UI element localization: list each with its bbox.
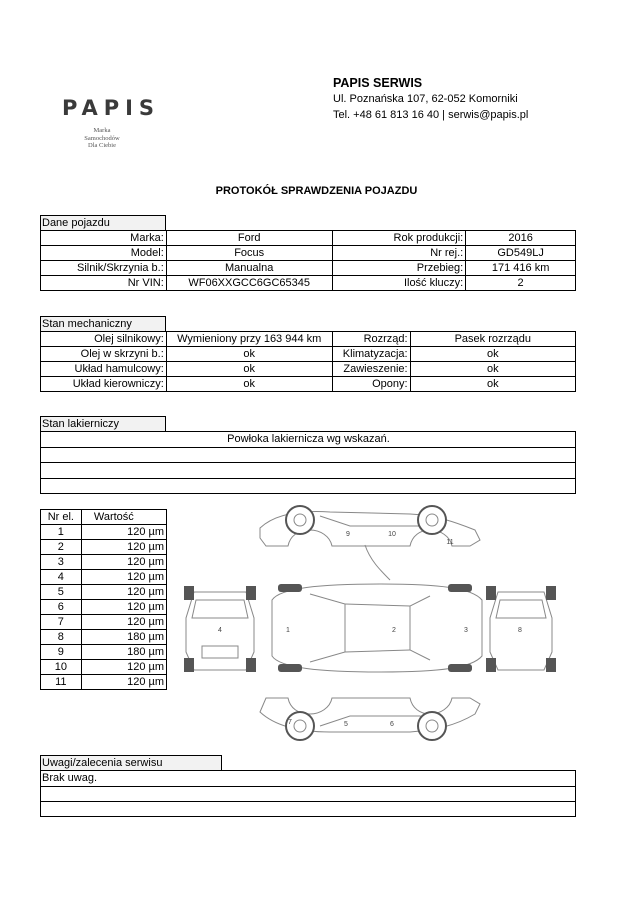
element-number: 5 [41, 585, 82, 600]
company-address: Ul. Poznańska 107, 62-052 Komorniki [333, 93, 518, 105]
logo-wordmark: PAPIS [62, 96, 161, 120]
table-row [41, 276, 576, 291]
vehicle-value: 2016 [466, 231, 576, 246]
paint-note-line [41, 479, 575, 495]
table-row [41, 362, 576, 377]
paint-measurements-table [40, 509, 167, 690]
element-number: 1 [41, 525, 82, 540]
diagram-label: 2 [392, 627, 396, 634]
mechanical-label: Układ hamulcowy: [41, 362, 167, 377]
column-header-value: Wartość [81, 510, 166, 525]
paint-notes-box [40, 431, 576, 494]
document-title: PROTOKÓŁ SPRAWDZENIA POJAZDU [215, 185, 418, 197]
thickness-value: 120 µm [81, 525, 166, 540]
table-row [41, 332, 576, 347]
remark-line [41, 787, 575, 803]
paint-section-header: Stan lakierniczy [40, 416, 166, 431]
element-number: 6 [41, 600, 82, 615]
company-name: PAPIS SERWIS [333, 76, 423, 90]
table-row [41, 246, 576, 261]
diagram-label: 8 [518, 627, 522, 634]
vehicle-section-header: Dane pojazdu [40, 215, 166, 230]
element-number: 8 [41, 630, 82, 645]
mechanical-section-header: Stan mechaniczny [40, 316, 166, 331]
paint-note-line [41, 448, 575, 464]
vehicle-label: Nr VIN: [41, 276, 167, 291]
thickness-value: 120 µm [81, 585, 166, 600]
thickness-value: 120 µm [81, 675, 166, 690]
thickness-value: 120 µm [81, 570, 166, 585]
mechanical-value: ok [166, 377, 332, 392]
company-contact: Tel. +48 61 813 16 40 | serwis@papis.pl [333, 109, 529, 121]
mechanical-label: Układ kierowniczy: [41, 377, 167, 392]
vehicle-value: 171 416 km [466, 261, 576, 276]
vehicle-label: Silnik/Skrzynia b.: [41, 261, 167, 276]
table-row [41, 231, 576, 246]
thickness-value: 120 µm [81, 555, 166, 570]
vehicle-label: Model: [41, 246, 167, 261]
table-header-row [41, 510, 167, 525]
car-body-diagram [180, 500, 560, 760]
vehicle-label: Marka: [41, 231, 167, 246]
thickness-value: 180 µm [81, 645, 166, 660]
vehicle-label: Ilość kluczy: [332, 276, 466, 291]
vehicle-value: Ford [166, 231, 332, 246]
vehicle-value: GD549LJ [466, 246, 576, 261]
table-row [41, 615, 167, 630]
mechanical-label: Opony: [332, 377, 410, 392]
table-row [41, 570, 167, 585]
logo-tagline-line: Samochodów [84, 134, 120, 142]
mechanical-label: Olej w skrzyni b.: [41, 347, 167, 362]
car-side-view-bottom [260, 698, 480, 740]
table-row [41, 540, 167, 555]
remarks-section-header: Uwagi/zalecenia serwisu [40, 755, 222, 770]
table-row [41, 555, 167, 570]
mechanical-table [40, 331, 576, 392]
mechanical-value: ok [166, 362, 332, 377]
table-row [41, 630, 167, 645]
remarks-box [40, 770, 576, 817]
remark-line: Brak uwag. [41, 771, 575, 787]
table-row [41, 261, 576, 276]
mechanical-label: Zawieszenie: [332, 362, 410, 377]
paint-note-line [41, 463, 575, 479]
thickness-value: 120 µm [81, 600, 166, 615]
vehicle-value: 2 [466, 276, 576, 291]
mechanical-value: ok [410, 377, 575, 392]
element-number: 3 [41, 555, 82, 570]
vehicle-label: Przebieg: [332, 261, 466, 276]
element-number: 2 [41, 540, 82, 555]
element-number: 10 [41, 660, 82, 675]
element-number: 11 [41, 675, 82, 690]
mechanical-label: Rozrząd: [332, 332, 410, 347]
vehicle-value: WF06XXGCC6GC65345 [166, 276, 332, 291]
element-number: 7 [41, 615, 82, 630]
table-row [41, 600, 167, 615]
table-row [41, 377, 576, 392]
vehicle-value: Focus [166, 246, 332, 261]
mechanical-value: ok [410, 362, 575, 377]
car-top-view [272, 584, 482, 672]
thickness-value: 120 µm [81, 540, 166, 555]
diagram-label: 4 [218, 627, 222, 634]
mechanical-value: Pasek rozrządu [410, 332, 575, 347]
thickness-value: 120 µm [81, 615, 166, 630]
table-row [41, 675, 167, 690]
mechanical-label: Olej silnikowy: [41, 332, 167, 347]
diagram-label: 7 [288, 719, 292, 726]
diagram-label: 5 [344, 721, 348, 728]
mechanical-value: ok [410, 347, 575, 362]
table-row [41, 347, 576, 362]
vehicle-table [40, 230, 576, 291]
logo-tagline-line: Dla Ciebie [88, 142, 116, 149]
element-number: 9 [41, 645, 82, 660]
thickness-value: 120 µm [81, 660, 166, 675]
diagram-label: 10 [388, 531, 396, 538]
table-row [41, 525, 167, 540]
mechanical-label: Klimatyzacja: [332, 347, 410, 362]
table-row [41, 585, 167, 600]
vehicle-label: Rok produkcji: [332, 231, 466, 246]
logo-tagline [52, 127, 152, 150]
mechanical-value: ok [166, 347, 332, 362]
vehicle-label: Nr rej.: [332, 246, 466, 261]
mechanical-value: Wymieniony przy 163 944 km [166, 332, 332, 347]
paint-note-line: Powłoka lakiernicza wg wskazań. [41, 432, 575, 448]
vehicle-value: Manualna [166, 261, 332, 276]
diagram-label: 3 [464, 627, 468, 634]
table-row [41, 660, 167, 675]
diagram-label: 6 [390, 721, 394, 728]
thickness-value: 180 µm [81, 630, 166, 645]
diagram-label: 11 [446, 539, 454, 546]
diagram-label: 1 [286, 627, 290, 634]
remark-line [41, 802, 575, 818]
diagram-label: 9 [346, 531, 350, 538]
logo-tagline-line: Marka [93, 127, 111, 134]
element-number: 4 [41, 570, 82, 585]
column-header-nr: Nr el. [41, 510, 82, 525]
table-row [41, 645, 167, 660]
